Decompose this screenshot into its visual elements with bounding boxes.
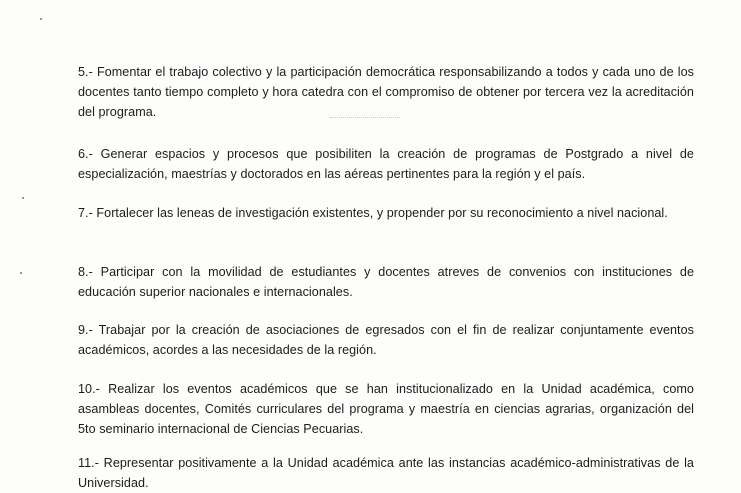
paragraph-text: 9.- Trabajar por la creación de asociaciones de egresados con el fin de realizar conjuntamente eventos académicos, acordes a las necesidades de la región. — [78, 323, 694, 357]
paragraph-item-6 — [78, 144, 694, 184]
paragraph-item-7 — [78, 203, 694, 223]
paragraph-text: 5.- Fomentar el trabajo colectivo y la participación democrática responsabilizando a todos y cada uno de los docentes tanto tiempo completo y hora catedra con el compromiso de obtener por tercera vez la acreditación del programa. — [78, 65, 694, 119]
scan-speck — [20, 272, 22, 274]
paragraph-item-11 — [78, 453, 694, 493]
paragraph-text: 7.- Fortalecer las leneas de investigación existentes, y propender por su reconocimiento a nivel nacional. — [78, 206, 668, 220]
scan-speck — [22, 197, 24, 199]
paragraph-text: 8.- Participar con la movilidad de estudiantes y docentes atreves de convenios con instituciones de educación superior nacionales e internacionales. — [78, 265, 694, 299]
paragraph-item-10 — [78, 379, 694, 439]
paragraph-text: 10.- Realizar los eventos académicos que se han institucionalizado en la Unidad académica, como asambleas docentes, Comités curriculares del programa y maestría en ciencias agrarias, organización del 5to seminario internacional de Ciencias Pecuarias. — [78, 382, 694, 436]
paragraph-text: 11.- Representar positivamente a la Unidad académica ante las instancias académico-administrativas de la Universidad. — [78, 456, 694, 490]
paragraph-text: 6.- Generar espacios y procesos que posibiliten la creación de programas de Postgrado a nivel de especialización, maestrías y doctorados en las aéreas pertinentes para la región y el país. — [78, 147, 694, 181]
paragraph-item-9 — [78, 320, 694, 360]
scan-speck — [40, 18, 42, 20]
paragraph-item-5 — [78, 62, 694, 122]
paragraph-item-8 — [78, 262, 694, 302]
